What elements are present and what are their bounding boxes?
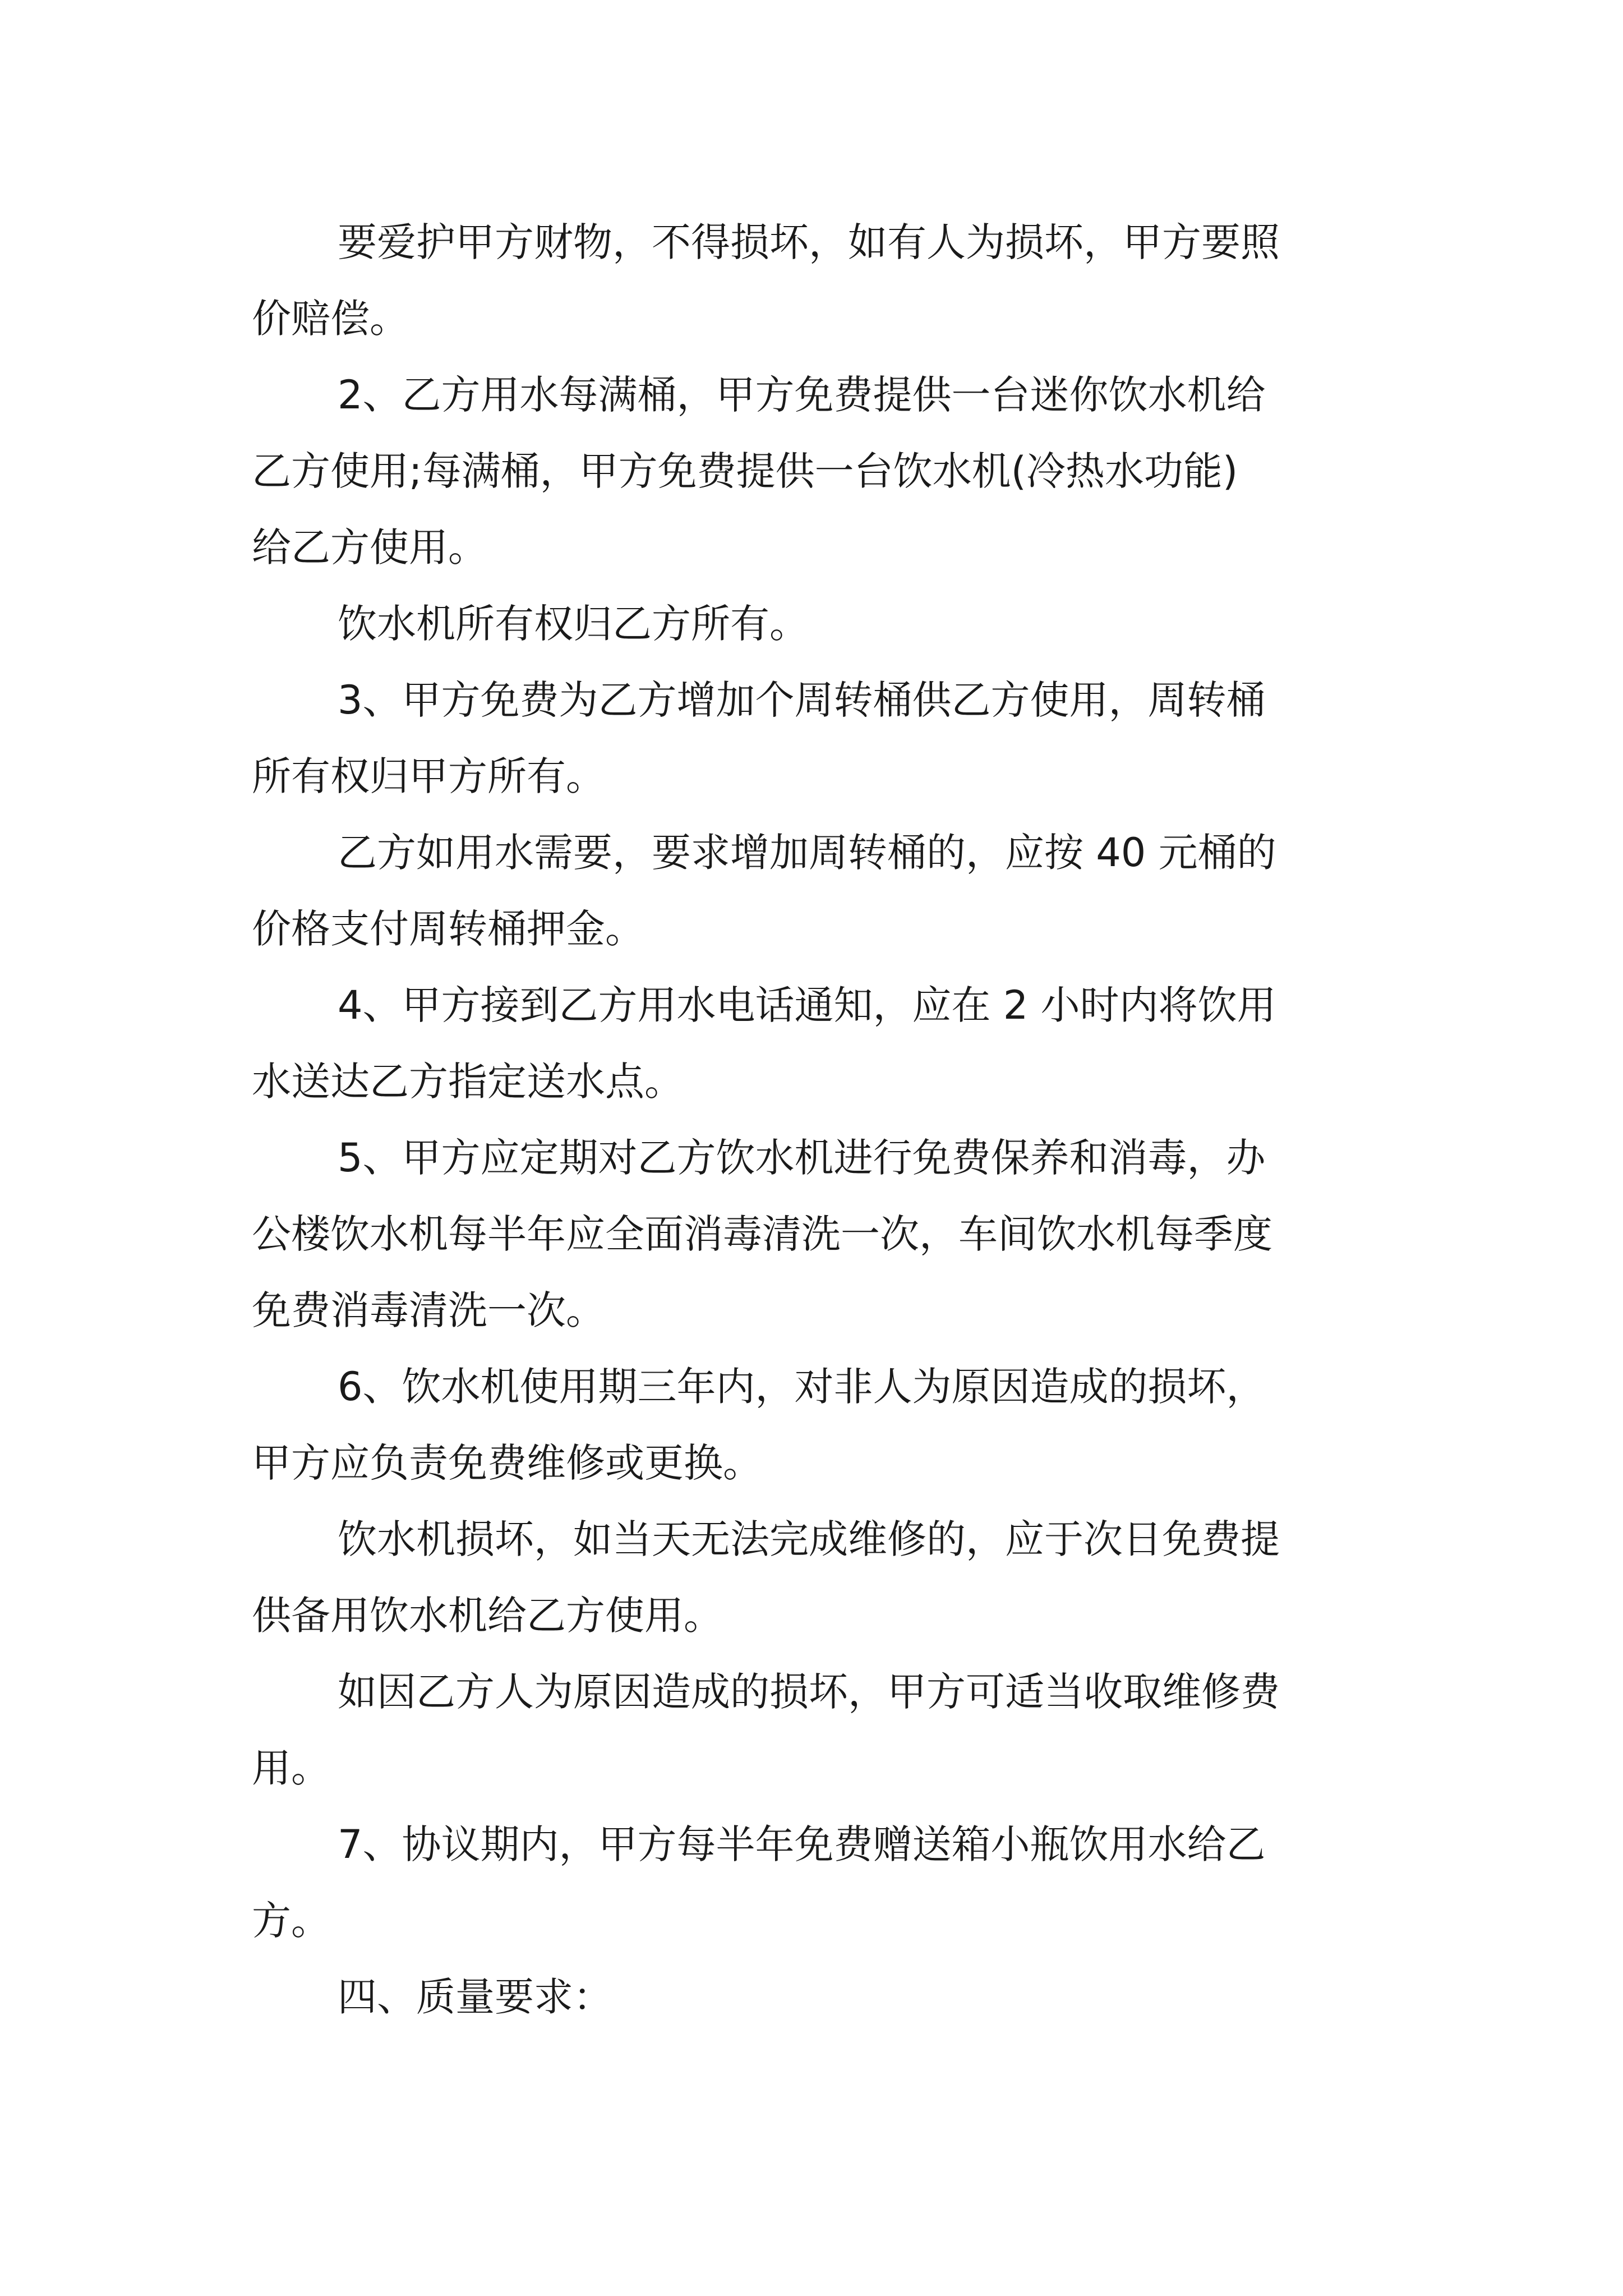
- line-text: 价赔偿。: [252, 296, 409, 342]
- line-text: 如因乙方人为原因造成的损坏，甲方可适当收取维修费: [338, 1669, 1280, 1715]
- paragraph-line: [252, 296, 409, 342]
- paragraph-line: [338, 601, 809, 647]
- paragraph-line: [338, 372, 1266, 418]
- paragraph-line: [252, 1593, 723, 1639]
- paragraph-line: [338, 1669, 1280, 1715]
- line-text: 饮水机损坏，如当天无法完成维修的，应于次日免费提: [338, 1516, 1280, 1562]
- paragraph-line: [252, 1440, 762, 1486]
- line-text: 水送达乙方指定送水点。: [252, 1059, 684, 1105]
- paragraph-line: [338, 1135, 1266, 1181]
- paragraph-line: [252, 1898, 330, 1944]
- paragraph-line: [338, 830, 1276, 876]
- section-heading-text: 四、质量要求：: [338, 1974, 612, 2020]
- paragraph-line: [252, 906, 644, 952]
- line-text: 要爱护甲方财物，不得损坏，如有人为损坏，甲方要照: [338, 219, 1280, 265]
- line-text: 饮水机所有权归乙方所有。: [338, 601, 809, 647]
- paragraph-line: [338, 982, 1276, 1028]
- paragraph-line: [252, 753, 605, 799]
- line-text: 免费消毒清洗一次。: [252, 1287, 605, 1333]
- paragraph-line: [252, 448, 1238, 494]
- paragraph-line: [252, 1287, 605, 1333]
- line-text: 乙方使用;每满桶，甲方免费提供一台饮水机(冷热水功能): [252, 448, 1238, 494]
- line-text: 给乙方使用。: [252, 524, 487, 570]
- paragraph-line: [338, 1364, 1266, 1410]
- line-text: 2、乙方用水每满桶，甲方免费提供一台迷你饮水机给: [338, 372, 1266, 418]
- line-text: 公楼饮水机每半年应全面消毒清洗一次，车间饮水机每季度: [252, 1211, 1272, 1257]
- paragraph-line: [338, 1516, 1280, 1562]
- line-text: 甲方应负责免费维修或更换。: [252, 1440, 762, 1486]
- line-text: 供备用饮水机给乙方使用。: [252, 1593, 723, 1639]
- line-text: 方。: [252, 1898, 330, 1944]
- line-text: 4、甲方接到乙方用水电话通知，应在 2 小时内将饮用: [338, 982, 1276, 1028]
- line-text: 6、饮水机使用期三年内，对非人为原因造成的损坏，: [338, 1364, 1266, 1410]
- paragraph-line: [338, 1821, 1266, 1867]
- line-text: 所有权归甲方所有。: [252, 753, 605, 799]
- line-text: 3、甲方免费为乙方增加个周转桶供乙方使用，周转桶: [338, 677, 1266, 723]
- line-text: 价格支付周转桶押金。: [252, 906, 644, 952]
- paragraph-line: [338, 677, 1266, 723]
- paragraph-line: [252, 1211, 1272, 1257]
- line-text: 乙方如用水需要，要求增加周转桶的，应按 40 元桶的: [338, 830, 1276, 876]
- section-heading: [338, 1974, 612, 2020]
- paragraph-line: [252, 524, 487, 570]
- paragraph-line: [338, 219, 1280, 265]
- line-text: 7、协议期内，甲方每半年免费赠送箱小瓶饮用水给乙: [338, 1821, 1266, 1867]
- line-text: 用。: [252, 1745, 330, 1791]
- paragraph-line: [252, 1745, 330, 1791]
- paragraph-line: [252, 1059, 684, 1105]
- line-text: 5、甲方应定期对乙方饮水机进行免费保养和消毒，办: [338, 1135, 1266, 1181]
